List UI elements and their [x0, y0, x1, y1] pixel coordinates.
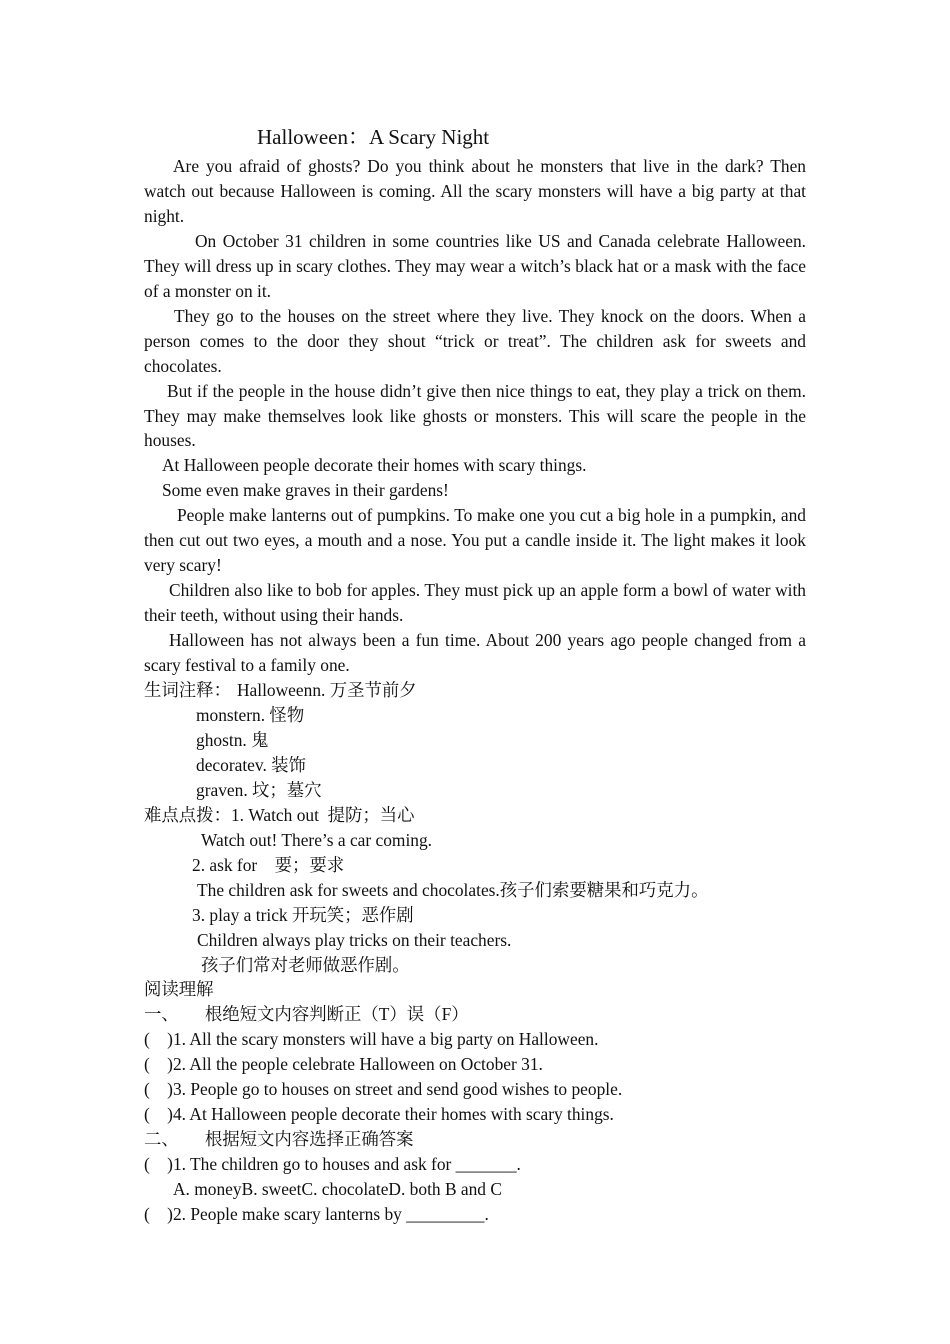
- vocab-line: [144, 778, 806, 803]
- notes-heading: 难点点拨：: [144, 804, 231, 825]
- note-head: 3. play a trick 开玩笑；恶作剧: [192, 904, 414, 925]
- choice-options: [144, 1177, 806, 1202]
- vocab-meaning: v. 装饰: [254, 754, 306, 775]
- part1-title: 一、 根绝短文内容判断正（T）误（F）: [144, 1004, 469, 1025]
- option-c: C. chocolate: [301, 1179, 389, 1200]
- true-false-item: ( )3. People go to houses on street and send good wishes to people.: [144, 1079, 623, 1100]
- paragraph-8: Children also like to bob for apples. They must pick up an apple form a bowl of water with their teeth, without using their hands.: [144, 580, 806, 626]
- note-example: Children always play tricks on their teachers.: [197, 929, 512, 950]
- notes-first-line: [144, 803, 806, 828]
- vocab-word: ghost: [196, 729, 234, 750]
- vocab-word: grave: [196, 779, 235, 800]
- paragraph-4: But if the people in the house didn’t give then nice things to eat, they play a trick on them. They may make themselves look like ghosts or monsters. This will scare the people in the houses.: [144, 380, 806, 451]
- vocab-heading: 生词注释：: [144, 680, 231, 701]
- note-head: 2. ask for 要；要求: [192, 854, 345, 875]
- document-page: [144, 120, 806, 1227]
- vocab-word: monster: [196, 704, 253, 725]
- page-title: Halloween：A Scary Night: [257, 125, 490, 149]
- paragraph-9: Halloween has not always been a fun time. About 200 years ago people changed from a scary festival to a family one.: [144, 630, 806, 676]
- paragraph-3: They go to the houses on the street where they live. They knock on the doors. When a person comes to the door they shout “trick or treat”. The children ask for sweets and chocolates.: [144, 305, 806, 376]
- vocab-word: decorate: [196, 754, 255, 775]
- choice-question: ( )2. People make scary lanterns by _________.: [144, 1204, 489, 1225]
- vocab-first-line: [144, 678, 806, 703]
- reading-heading: 阅读理解: [144, 979, 214, 1000]
- choice-question: ( )1. The children go to houses and ask for _______.: [144, 1154, 521, 1175]
- vocab-line: [144, 728, 806, 753]
- vocab-meaning: n. 万圣节前夕: [312, 680, 417, 701]
- note-example: The children ask for sweets and chocolates.孩子们索要糖果和巧克力。: [197, 879, 709, 900]
- vocab-meaning: n. 鬼: [233, 729, 269, 750]
- option-d: D. both B and C: [388, 1179, 502, 1200]
- paragraph-5: At Halloween people decorate their homes with scary things.: [162, 455, 587, 476]
- vocab-meaning: n. 坟；墓穴: [234, 779, 322, 800]
- true-false-item: ( )2. All the people celebrate Halloween on October 31.: [144, 1054, 543, 1075]
- vocab-line: [144, 703, 806, 728]
- paragraph-1: Are you afraid of ghosts? Do you think about he monsters that live in the dark? Then watch out because Halloween is coming. All the scary monsters will have a big party at that night.: [144, 156, 806, 226]
- vocab-meaning: n. 怪物: [252, 704, 305, 725]
- option-b: B. sweet: [241, 1179, 302, 1200]
- paragraph-7: People make lanterns out of pumpkins. To make one you cut a big hole in a pumpkin, and then cut out two eyes, a mouth and a nose. You put a candle inside it. The light makes it look very scary!: [144, 505, 806, 576]
- vocab-word: Halloween: [236, 680, 313, 701]
- note-head: 1. Watch out 提防；当心: [230, 804, 415, 825]
- true-false-item: ( )1. All the scary monsters will have a big party on Halloween.: [144, 1029, 599, 1050]
- true-false-item: ( )4. At Halloween people decorate their homes with scary things.: [144, 1104, 614, 1125]
- vocab-line: [144, 753, 806, 778]
- paragraph-2: On October 31 children in some countries like US and Canada celebrate Halloween. They will dress up in scary clothes. They may wear a witch’s black hat or a mask with the face of a monster on it.: [144, 230, 806, 301]
- part2-title: 二、 根据短文内容选择正确答案: [144, 1129, 414, 1150]
- paragraph-6: Some even make graves in their gardens!: [162, 480, 449, 501]
- note-example: Watch out! There’s a car coming.: [201, 829, 433, 850]
- note-example: 孩子们常对老师做恶作剧。: [201, 954, 410, 975]
- option-a: A. money: [173, 1179, 242, 1200]
